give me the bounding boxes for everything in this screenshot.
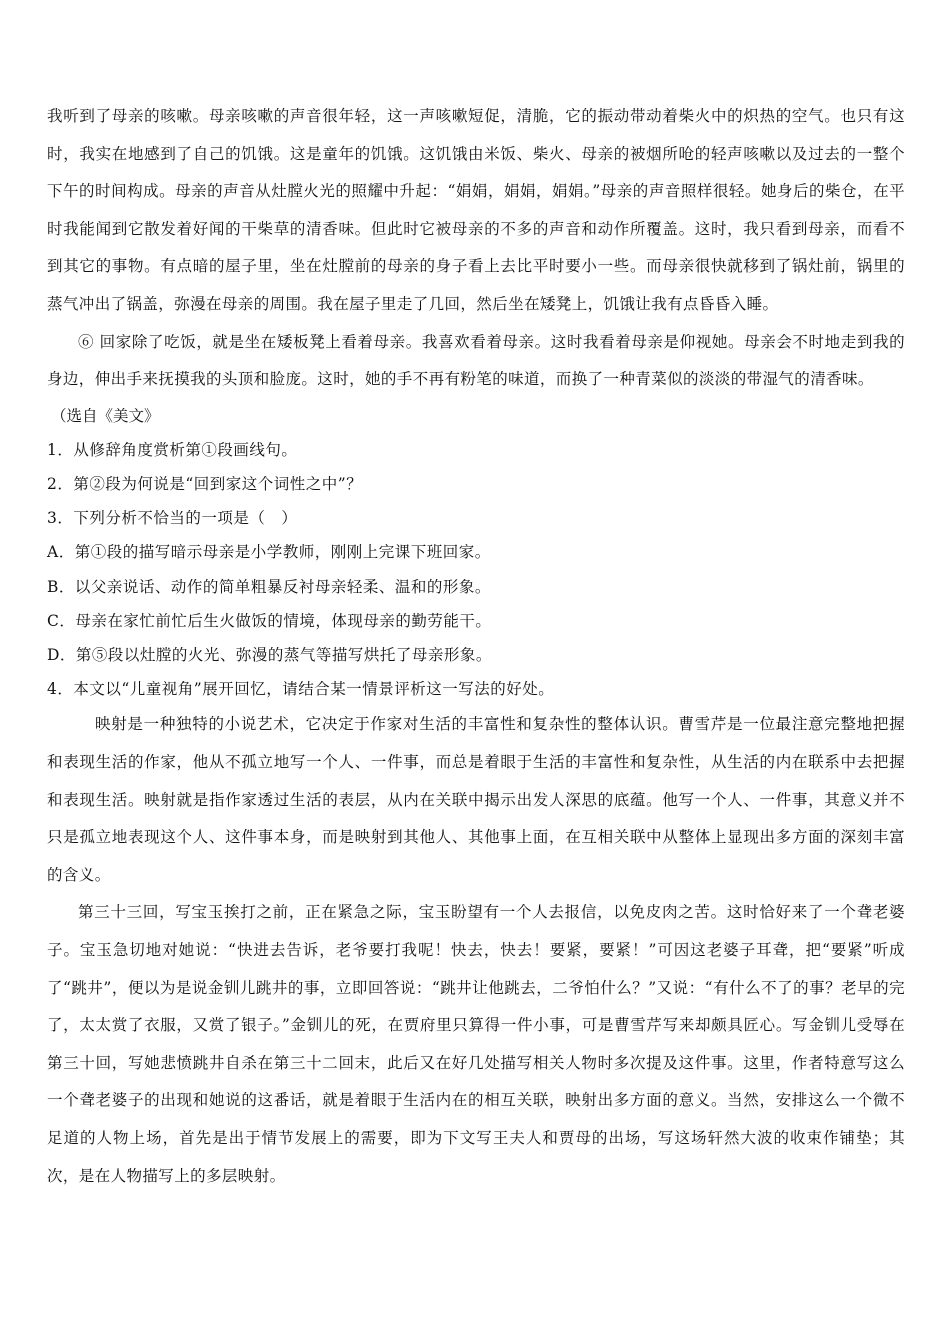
essay-paragraph-2: 第三十三回，写宝玉挨打之前，正在紧急之际，宝玉盼望有一个人去报信，以免皮肉之苦。这时恰好来了一个聋老婆子。宝玉急切地对她说：“快进去告诉，老爷要打我呢！快去，快去！要紧，要紧！”可因这老婆子耳聋，把“要紧”听成了“跳井”，便以为是说金钏儿跳井的事，立即回答说：“跳井让他跳去，二爷怕什么？”又说：“有什么不了的事？老早的完了，太太赏了衣服，又赏了银子。”金钏儿的死，在贾府里只算得一件小事，可是曹雪芹写来却颇具匠心。写金钏儿受辱在第三十回，写她悲愤跳井自杀在第三十二回末，此后又在好几处描写相关人物时多次提及这件事。这里，作者特意写这么一个聋老婆子的出现和她说的这番话，就是着眼于生活内在的相互关联，映射出多方面的意义。当然，安排这么一个微不足道的人物上场，首先是出于情节发展上的需要，即为下文写王夫人和贾母的出场，写这场轩然大波的收束作铺垫；其次，是在人物描写上的多层映射。 [47, 903, 905, 1185]
essay-paragraph-1: 映射是一种独特的小说艺术，它决定于作家对生活的丰富性和复杂性的整体认识。曹雪芹是一位最注意完整地把握和表现生活的作家，他从不孤立地写一个人、一件事，而总是着眼于生活的丰富性和复杂性，从生活的内在联系中去把握和表现生活。映射就是指作家透过生活的表层，从内在关联中揭示出发人深思的底蕴。他写一个人、一件事，其意义并不只是孤立地表现这个人、这件事本身，而是映射到其他人、其他事上面，在互相关联中从整体上显现出多方面的深刻丰富的含义。 [47, 715, 905, 884]
option-c: C．母亲在家忙前忙后生火做饭的情境，体现母亲的勤劳能干。 [47, 611, 492, 630]
question-3: 3．下列分析不恰当的一项是（ ） [47, 509, 298, 528]
option-a: A．第①段的描写暗示母亲是小学教师，刚刚上完课下班回家。 [47, 543, 491, 562]
option-d: D．第⑤段以灶膛的火光、弥漫的蒸气等描写烘托了母亲形象。 [47, 645, 492, 664]
passage-paragraph-5-tail: 我听到了母亲的咳嗽。母亲咳嗽的声音很年轻，这一声咳嗽短促，清脆，它的振动带动着柴火中的炽热的空气。也只有这时，我实在地感到了自己的饥饿。这是童年的饥饿。这饥饿由米饭、柴火、母亲的被烟所呛的轻声咳嗽以及过去的一整个下午的时间构成。母亲的声音从灶膛火光的照耀中升起：“娟娟，娟娟，娟娟。”母亲的声音照样很轻。她身后的柴仓，在平时我能闻到它散发着好闻的干柴草的清香味。但此时它被母亲的不多的声音和动作所覆盖。这时，我只看到母亲，而看不到其它的事物。有点暗的屋子里，坐在灶膛前的母亲的身子看上去比平时要小一些。而母亲很快就移到了锅灶前，锅里的蒸气冲出了锅盖，弥漫在母亲的周围。我在屋子里走了几回，然后坐在矮凳上，饥饿让我有点昏昏入睡。 [47, 107, 905, 313]
passage-paragraph-6: ⑥ 回家除了吃饭，就是坐在矮板凳上看着母亲。我喜欢看着母亲。这时我看着母亲是仰视她。母亲会不时地走到我的身边，伸出手来抚摸我的头顶和脸庞。这时，她的手不再有粉笔的味道，而换了一种青菜似的淡淡的带湿气的清香味。 [47, 332, 905, 389]
option-b: B．以父亲说话、动作的简单粗暴反衬母亲轻柔、温和的形象。 [47, 577, 491, 596]
question-1: 1．从修辞角度赏析第①段画线句。 [47, 440, 298, 459]
question-4: 4．本文以“儿童视角”展开回忆，请结合某一情景评析这一写法的好处。 [47, 680, 555, 699]
question-list [47, 433, 905, 707]
document-page [47, 98, 905, 1195]
question-2: 2．第②段为何说是“回到家这个词性之中”？ [47, 474, 363, 493]
passage-source: （选自《美文》 [51, 406, 160, 425]
